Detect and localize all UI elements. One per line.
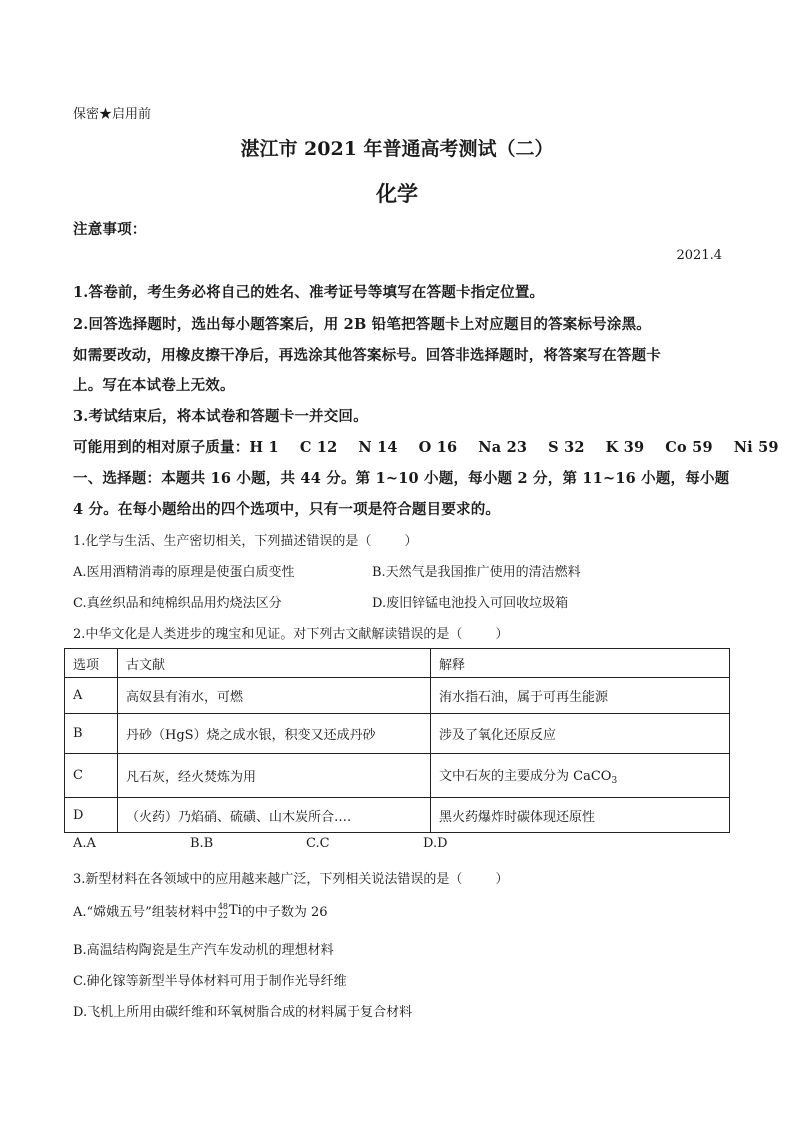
row-b-text: 丹砂（HgS）烧之成水银，积变又还成丹砂 [118, 714, 431, 754]
row-b-explanation: 涉及了氧化还原反应 [431, 714, 730, 754]
q1-option-b: B.天然气是我国推广使用的清洁燃料 [372, 565, 581, 580]
table-row [65, 714, 730, 754]
header-explanation: 解释 [431, 649, 730, 678]
row-d-explanation: 黑火药爆炸时碳体现还原性 [431, 798, 730, 833]
row-a-text: 高奴县有洧水，可燃 [118, 678, 431, 714]
subject-title: 化学 [376, 181, 418, 206]
table-row [65, 754, 730, 798]
row-b-option: B [65, 714, 118, 754]
q1-stem: 1.化学与生活、生产密切相关，下列描述错误的是（ ） [73, 534, 418, 549]
titanium-atomic-number: 22 [217, 910, 229, 920]
q2-option-a: A.A [73, 836, 96, 851]
section-heading: 一、选择题：本题共 16 小题，共 44 分。第 1~10 小题，每小题 2 分，第 11~16 小题，每小题 [73, 470, 730, 487]
q3-option-b: B.高温结构陶瓷是生产汽车发动机的理想材料 [73, 943, 334, 958]
note-1: 1.答卷前，考生务必将自己的姓名、准考证号等填写在答题卡指定位置。 [73, 284, 545, 301]
row-d-option: D [65, 798, 118, 833]
header-option: 选项 [65, 649, 118, 678]
row-c-explanation-text: 文中石灰的主要成分为 CaCO [439, 769, 612, 784]
note-2: 2.回答选择题时，选出每小题答案后，用 2B 铅笔把答题卡上对应题目的答案标号涂黑。 [73, 316, 651, 333]
titanium-isotope-numbers [218, 902, 228, 920]
row-c-option: C [65, 754, 118, 798]
confidential-label: 保密★启用前 [73, 107, 152, 122]
row-c-explanation [431, 754, 730, 798]
q3-option-a-prefix: A.“嫦娥五号”组装材料中 [73, 905, 217, 920]
exam-date: 2021.4 [676, 248, 722, 263]
atomic-masses: 可能用到的相对原子质量：H 1 C 12 N 14 O 16 Na 23 S 32 K 39 Co 59 Ni 59 [73, 439, 779, 456]
caco3-subscript: 3 [611, 776, 618, 786]
row-a-explanation: 洧水指石油，属于可再生能源 [431, 678, 730, 714]
titanium-symbol: Ti [229, 903, 242, 918]
titanium-mass-number: 48 [217, 901, 229, 911]
exam-title: 湛江市 2021 年普通高考测试（二） [240, 138, 554, 160]
q2-option-d: D.D [423, 836, 448, 851]
header-text: 古文献 [118, 649, 431, 678]
q2-option-b: B.B [190, 836, 214, 851]
q3-option-a-suffix: 的中子数为 26 [241, 905, 328, 920]
q3-option-a [73, 901, 328, 920]
notice-heading: 注意事项： [73, 221, 147, 238]
q1-option-c: C.真丝织品和纯棉织品用灼烧法区分 [73, 596, 282, 611]
table-row [65, 678, 730, 714]
q1-option-a: A.医用酒精消毒的原理是使蛋白质变性 [73, 565, 295, 580]
q3-option-c: C.砷化镓等新型半导体材料可用于制作光导纤维 [73, 974, 347, 989]
q3-stem: 3.新型材料在各领域中的应用越来越广泛，下列相关说法错误的是（ ） [73, 872, 509, 887]
section-heading-cont: 4 分。在每小题给出的四个选项中，只有一项是符合题目要求的。 [73, 501, 501, 518]
q3-option-d: D.飞机上所用由碳纤维和环氧树脂合成的材料属于复合材料 [73, 1005, 413, 1020]
note-3: 3.考试结束后，将本试卷和答题卡一并交回。 [73, 408, 368, 425]
row-c-text: 凡石灰，经火焚炼为用 [118, 754, 431, 798]
q1-option-d: D.废旧锌锰电池投入可回收垃圾箱 [372, 596, 569, 611]
note-2-end: 上。写在本试卷上无效。 [73, 377, 235, 394]
table-row [65, 798, 730, 833]
table-header-row [65, 649, 730, 678]
row-d-text: （火药）乃焰硝、硫磺、山木炭所合…. [118, 798, 431, 833]
q2-option-c: C.C [306, 836, 330, 851]
q2-table [64, 648, 730, 833]
note-2-cont: 如需要改动，用橡皮擦干净后，再选涂其他答案标号。回答非选择题时，将答案写在答题卡 [73, 347, 661, 364]
row-a-option: A [65, 678, 118, 714]
q2-stem: 2.中华文化是人类进步的瑰宝和见证。对下列古文献解读错误的是（ ） [73, 627, 509, 642]
